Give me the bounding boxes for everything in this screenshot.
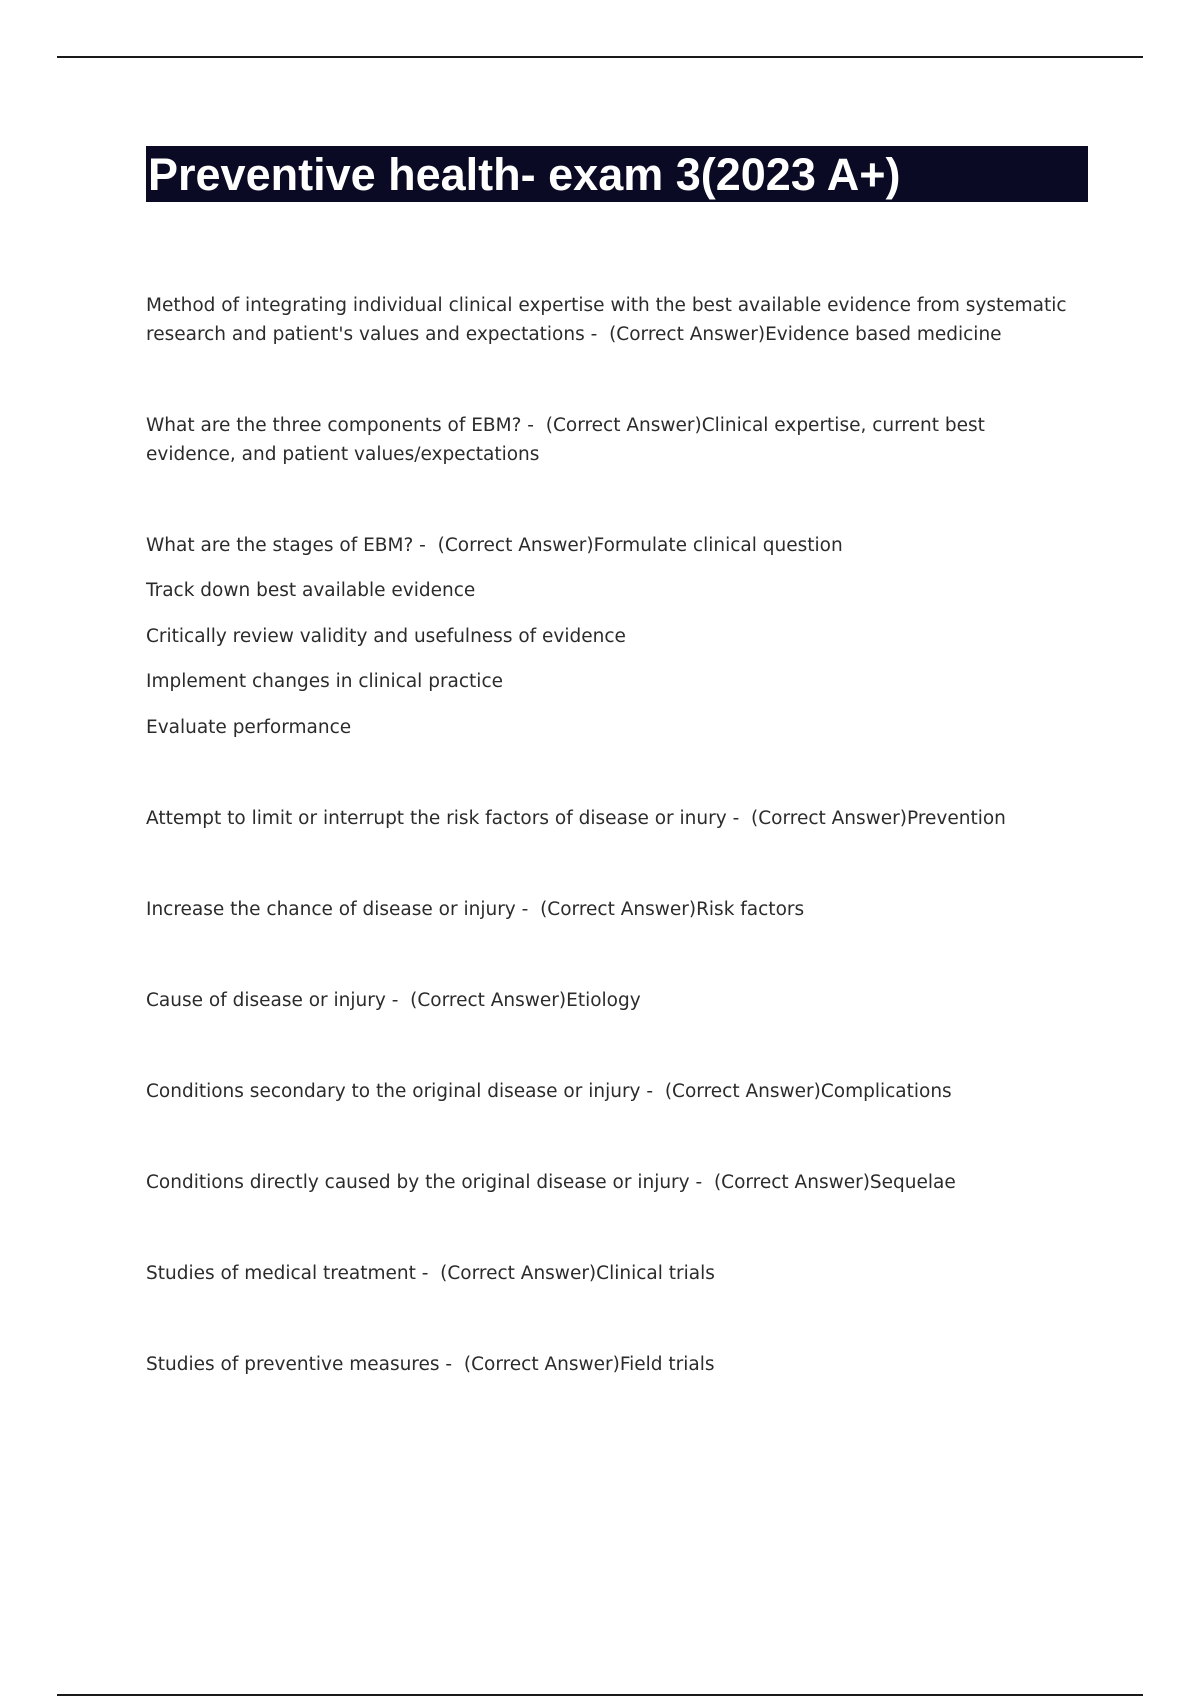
answer-text: Prevention (907, 808, 1006, 829)
answer-prefix: (Correct Answer) (713, 1172, 870, 1193)
question-text: Conditions secondary to the original disease or injury (146, 1081, 641, 1102)
answer-prefix: (Correct Answer) (463, 1354, 620, 1375)
answer-text: Complications (820, 1081, 952, 1102)
answer-prefix: (Correct Answer) (440, 1263, 597, 1284)
answer-text: Sequelae (869, 1172, 956, 1193)
question-text: Studies of preventive measures (146, 1354, 440, 1375)
separator: - (521, 415, 546, 436)
qa-item (146, 1168, 1076, 1197)
separator: - (515, 899, 541, 920)
answer-prefix: (Correct Answer) (437, 535, 594, 556)
qa-item (146, 531, 1076, 560)
qa-item (146, 895, 1076, 924)
separator: - (640, 1081, 665, 1102)
separator: - (439, 1354, 464, 1375)
separator: - (413, 535, 438, 556)
question-text: Method of integrating individual clinical expertise with the best available evidence from systematic research and patient's values and expectations (146, 295, 1067, 345)
answer-prefix: (Correct Answer) (540, 899, 697, 920)
qa-item (146, 411, 1076, 469)
separator: - (689, 1172, 714, 1193)
separator: - (415, 1263, 441, 1284)
ebm-stage-line: Evaluate performance (146, 717, 352, 738)
answer-text: Clinical trials (596, 1263, 715, 1284)
title-banner (146, 146, 1088, 202)
answer-prefix: (Correct Answer) (751, 808, 907, 829)
question-text: What are the three components of EBM? (146, 415, 522, 436)
answer-text: Field trials (619, 1354, 715, 1375)
question-text: Conditions directly caused by the original disease or injury (146, 1172, 690, 1193)
bottom-rule (57, 1694, 1143, 1696)
qa-item (146, 1259, 1076, 1288)
qa-item (146, 291, 1076, 349)
answer-prefix: (Correct Answer) (664, 1081, 821, 1102)
question-text: Studies of medical treatment (146, 1263, 416, 1284)
top-rule (57, 56, 1143, 58)
qa-item (146, 986, 1076, 1015)
answer-text: Evidence based medicine (765, 324, 1002, 345)
ebm-stage-line: Critically review validity and usefulness of evidence (146, 626, 626, 647)
ebm-stage-line: Track down best available evidence (146, 580, 476, 601)
question-text: Attempt to limit or interrupt the risk factors of disease or inury (146, 808, 727, 829)
question-text: Cause of disease or injury (146, 990, 386, 1011)
answer-text: Risk factors (696, 899, 805, 920)
qa-item (146, 804, 1076, 833)
question-text: What are the stages of EBM? (146, 535, 414, 556)
qa-item (146, 1350, 1076, 1379)
answer-prefix: (Correct Answer) (545, 415, 702, 436)
separator: - (726, 808, 752, 829)
answer-text: Clinical expertise, current best evidence, and patient values/expectations (146, 415, 985, 465)
question-text: Increase the chance of disease or injury (146, 899, 516, 920)
qa-item (146, 1077, 1076, 1106)
answer-text: Etiology (566, 990, 641, 1011)
answer-prefix: (Correct Answer) (609, 324, 766, 345)
answer-prefix: (Correct Answer) (410, 990, 567, 1011)
separator: - (584, 324, 610, 345)
separator: - (385, 990, 411, 1011)
answer-text: Formulate clinical question (593, 535, 843, 556)
document-title: Preventive health- exam 3(2023 A+) (148, 148, 901, 200)
ebm-stage-line: Implement changes in clinical practice (146, 671, 504, 692)
